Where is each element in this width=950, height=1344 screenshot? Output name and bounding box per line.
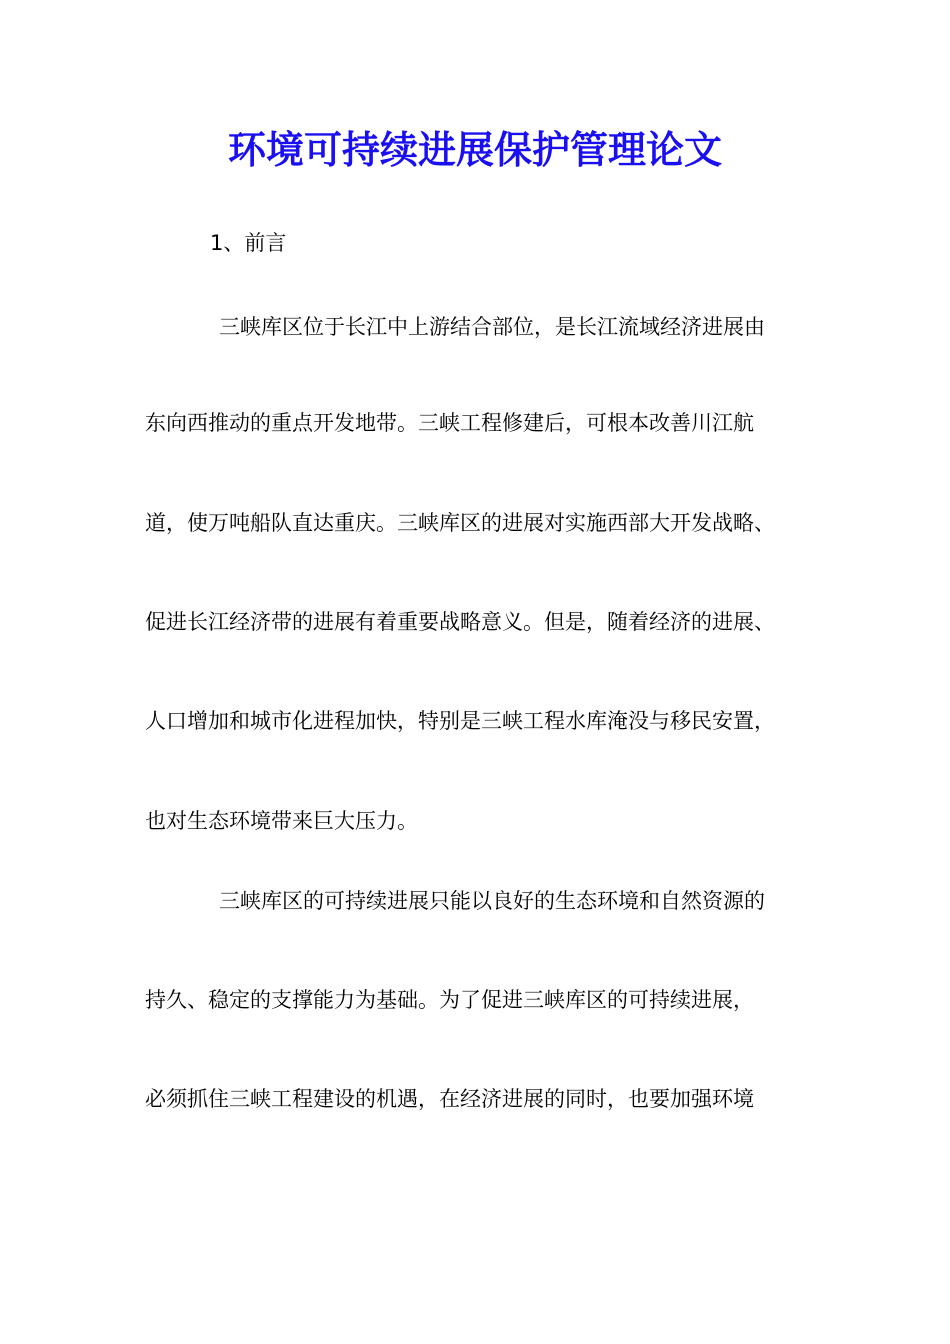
section-heading: 1、前言 [210,231,287,255]
paragraph-line: 三峡库区的可持续进展只能以良好的生态环境和自然资源的 [219,889,765,913]
paragraph-line: 也对生态环境带来巨大压力。 [145,809,418,833]
paragraph-line: 持久、稳定的支撑能力为基础。为了促进三峡库区的可持续进展， [145,988,754,1012]
paragraph-line: 道，使万吨船队直达重庆。三峡库区的进展对实施西部大开发战略、 [145,511,775,535]
paragraph-line: 东向西推动的重点开发地带。三峡工程修建后，可根本改善川江航 [145,411,754,435]
paragraph-line: 三峡库区位于长江中上游结合部位，是长江流域经济进展由 [219,315,765,339]
paragraph-line: 促进长江经济带的进展有着重要战略意义。但是，随着经济的进展、 [145,610,775,634]
paragraph-line: 人口增加和城市化进程加快，特别是三峡工程水库淹没与移民安置， [145,709,775,733]
document-title: 环境可持续进展保护管理论文 [227,127,722,172]
paragraph-line: 必须抓住三峡工程建设的机遇，在经济进展的同时，也要加强环境 [145,1087,754,1111]
